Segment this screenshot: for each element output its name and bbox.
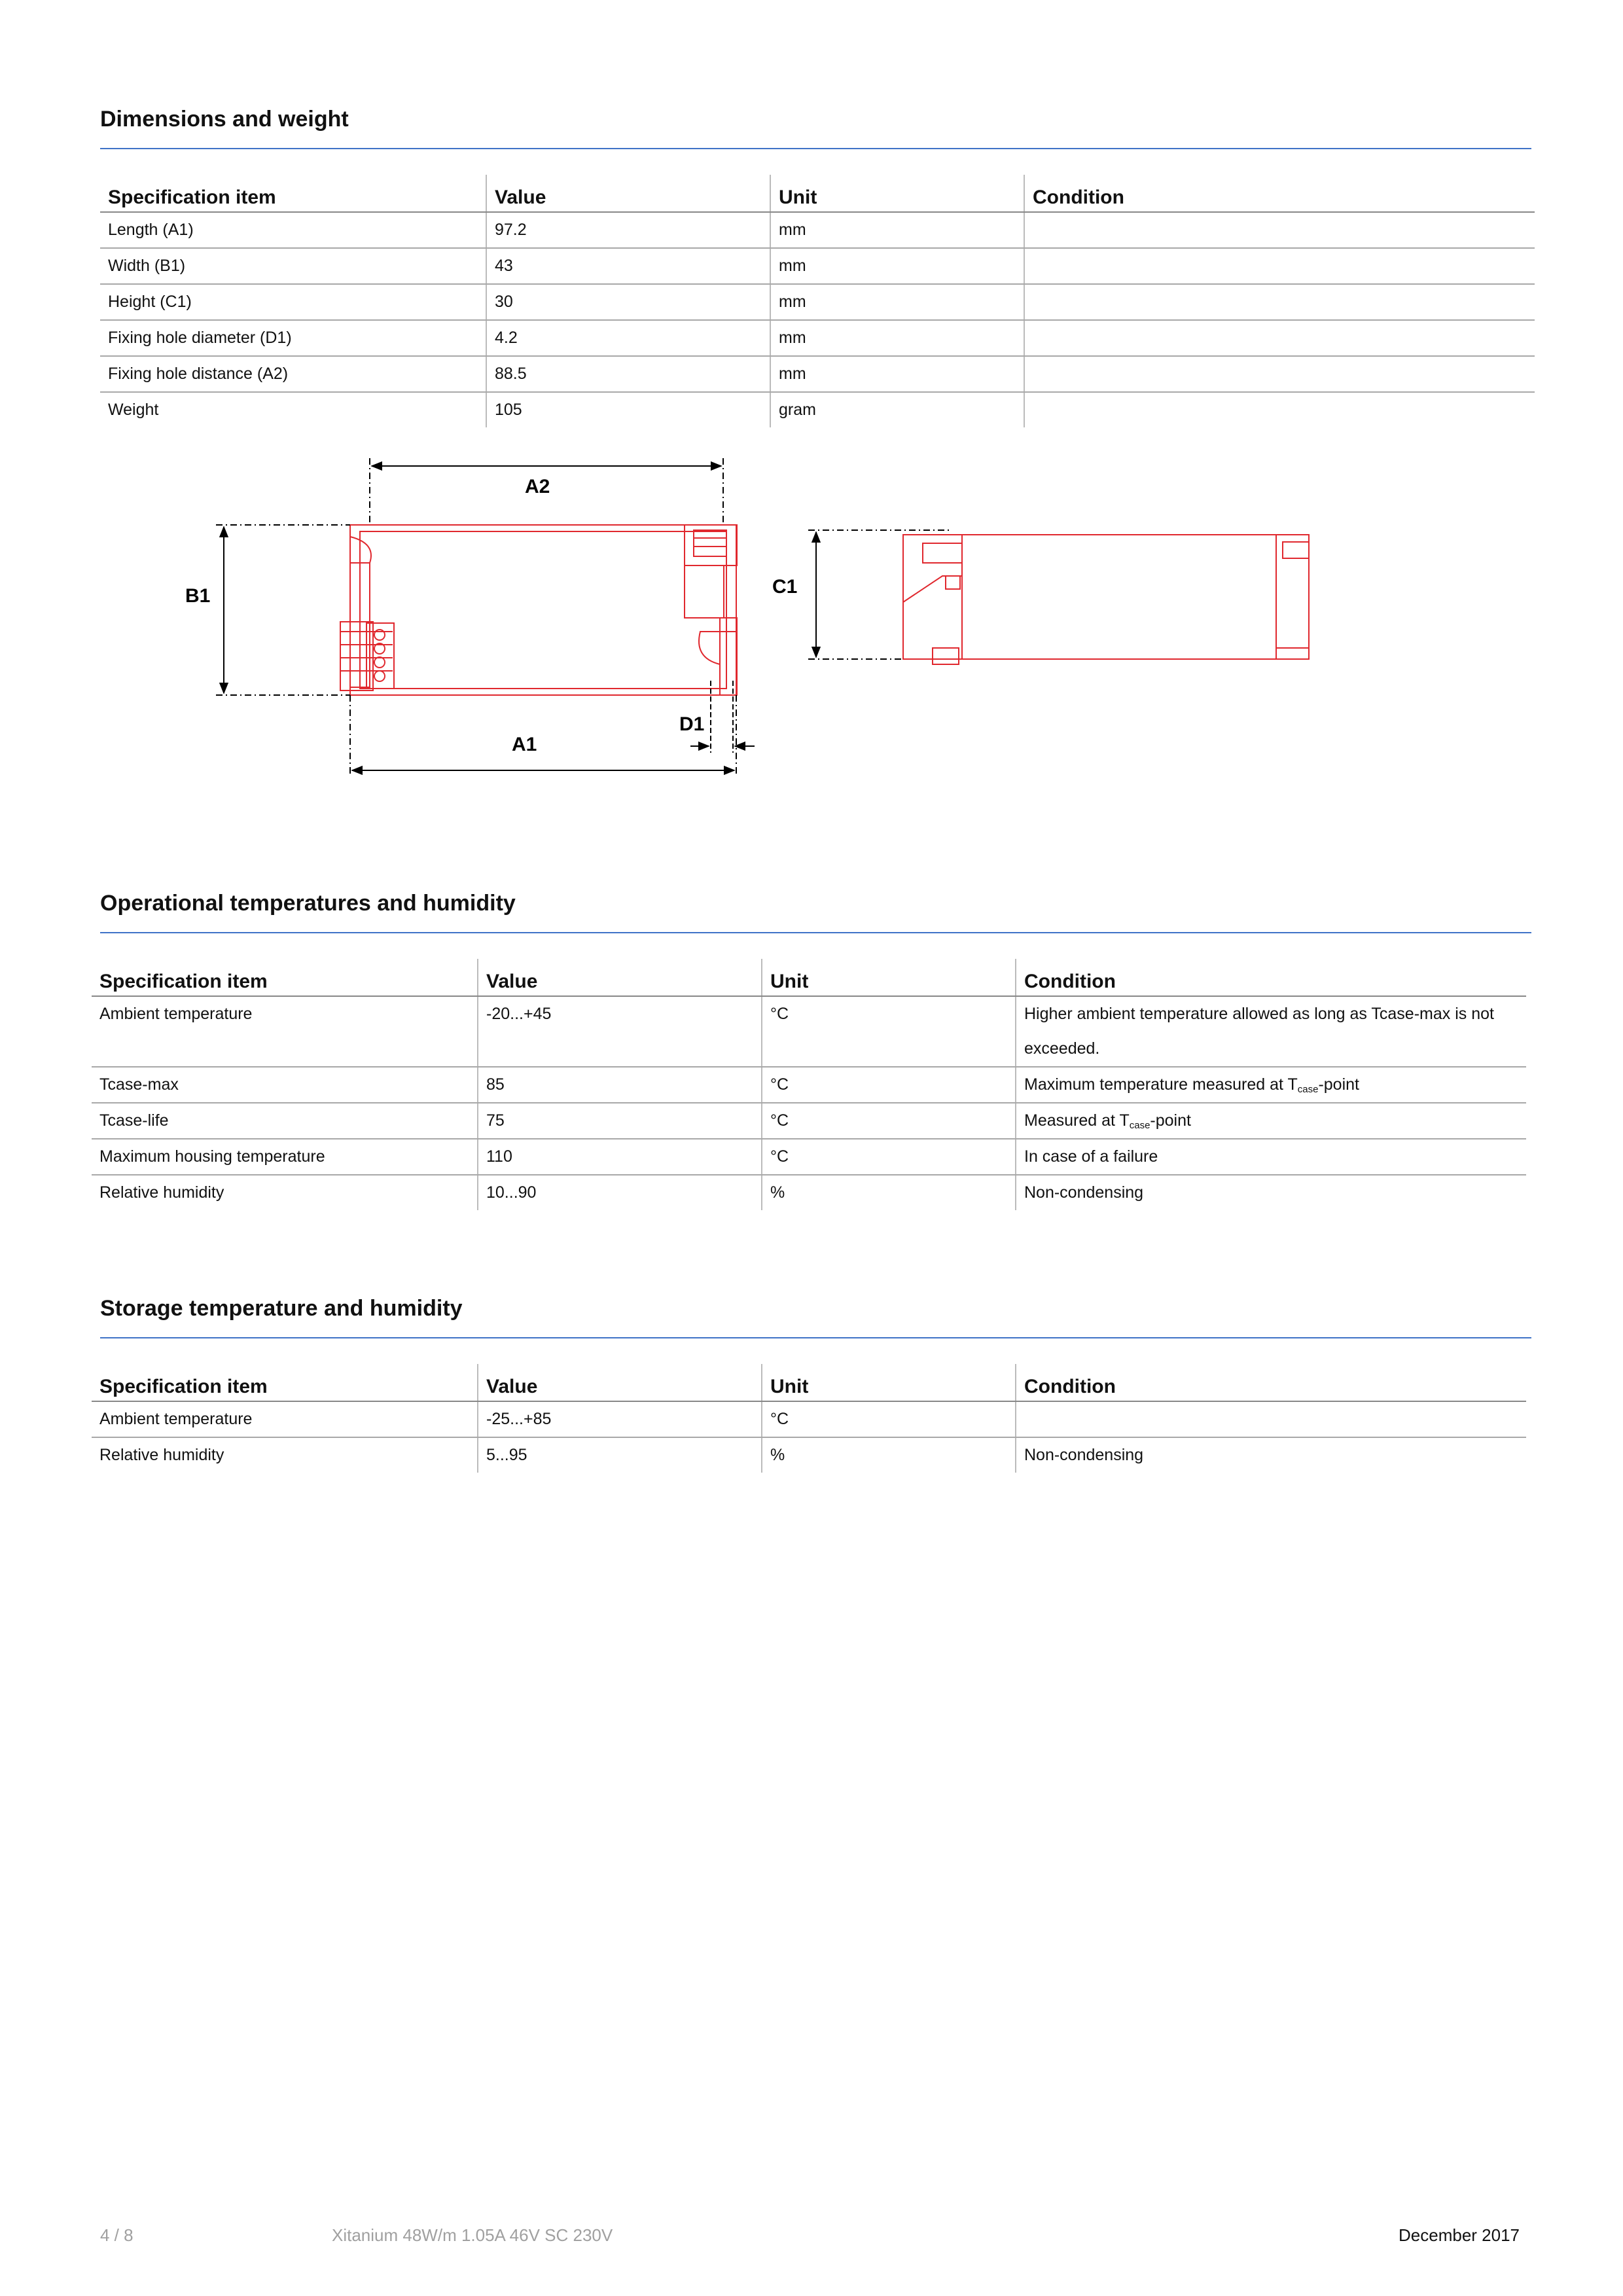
table-cell: %: [762, 1175, 1016, 1210]
table-cell: 97.2: [486, 212, 770, 248]
column-header: Condition: [1016, 959, 1526, 996]
table-cell: Tcase-life: [92, 1103, 478, 1139]
table-cell: [1024, 320, 1535, 356]
table-row: [100, 392, 1535, 427]
table-cell: Fixing hole diameter (D1): [100, 320, 486, 356]
table-cell: Height (C1): [100, 284, 486, 320]
table-row: [92, 1139, 1526, 1175]
table-cell: mm: [770, 248, 1024, 284]
table-cell: gram: [770, 392, 1024, 427]
column-header: Value: [478, 959, 762, 996]
table-cell: -25...+85: [478, 1401, 762, 1437]
dimension-label-d1: D1: [679, 713, 705, 735]
table-cell: Ambient temperature: [92, 1401, 478, 1437]
table-cell: [1024, 392, 1535, 427]
dimensions-table: [100, 175, 1535, 427]
table-cell: Tcase-max: [92, 1067, 478, 1103]
table-cell: mm: [770, 320, 1024, 356]
table-row: [100, 212, 1535, 248]
column-header: Specification item: [100, 175, 486, 212]
table-cell: 5...95: [478, 1437, 762, 1473]
storage-table: [92, 1364, 1526, 1473]
side-view-outline: [903, 535, 1309, 664]
table-cell: -20...+45: [478, 996, 762, 1067]
table-cell: °C: [762, 1103, 1016, 1139]
dimension-label-a2: A2: [525, 476, 550, 497]
table-cell: [1024, 248, 1535, 284]
table-cell: 43: [486, 248, 770, 284]
section-title-operational: Operational temperatures and humidity: [100, 891, 1531, 933]
section-title-storage: Storage temperature and humidity: [100, 1296, 1531, 1338]
table-cell: Ambient temperature: [92, 996, 478, 1067]
table-cell: °C: [762, 1401, 1016, 1437]
dimension-drawing: [170, 445, 1322, 812]
table-cell: 85: [478, 1067, 762, 1103]
dimension-label-c1: C1: [772, 576, 798, 598]
table-cell: 10...90: [478, 1175, 762, 1210]
table-row: [92, 1175, 1526, 1210]
table-cell: mm: [770, 356, 1024, 392]
table-row: [92, 996, 1526, 1067]
table-cell: Weight: [108, 401, 159, 419]
table-cell: Measured at $T_{case}$-point: [1016, 1103, 1526, 1139]
table-header-row: [92, 1364, 1526, 1401]
column-header: Unit: [762, 1364, 1016, 1401]
table-cell: 110: [478, 1139, 762, 1175]
table-cell: mm: [770, 284, 1024, 320]
table-cell: Maximum housing temperature: [92, 1139, 478, 1175]
operational-table: [92, 959, 1526, 1210]
table-cell: Relative humidity: [99, 1183, 224, 1202]
table-cell: °C: [762, 1139, 1016, 1175]
table-cell: Fixing hole distance (A2): [100, 356, 486, 392]
table-cell: [1024, 212, 1535, 248]
table-row: [100, 248, 1535, 284]
table-cell: Length (A1): [100, 212, 486, 248]
section-title-dimensions: Dimensions and weight: [100, 107, 1531, 149]
dimension-label-b1: B1: [185, 585, 211, 607]
table-cell: 105: [486, 392, 770, 427]
table-cell: Non-condensing: [1016, 1175, 1526, 1210]
table-cell: 75: [478, 1103, 762, 1139]
dimension-label-a1: A1: [512, 734, 537, 755]
table-row: [92, 1103, 1526, 1139]
table-cell: °C: [762, 996, 1016, 1067]
column-header: Specification item: [92, 1364, 478, 1401]
column-header: Unit: [770, 175, 1024, 212]
table-cell: In case of a failure: [1016, 1139, 1526, 1175]
footer-product-name: Xitanium 48W/m 1.05A 46V SC 230V: [332, 2225, 613, 2245]
table-cell: [1016, 1401, 1526, 1437]
top-view-outline: [340, 525, 737, 695]
table-cell: 30: [486, 284, 770, 320]
footer-page-number: 4 / 8: [100, 2225, 134, 2245]
table-row: [100, 356, 1535, 392]
dimension-lines: [216, 458, 949, 776]
column-header: Unit: [762, 959, 1016, 996]
column-header: Value: [478, 1364, 762, 1401]
table-cell: mm: [770, 212, 1024, 248]
table-cell: Maximum temperature measured at $T_{case}$-point: [1016, 1067, 1526, 1103]
column-header: Condition: [1016, 1364, 1526, 1401]
table-cell: Width (B1): [100, 248, 486, 284]
table-cell: %: [762, 1437, 1016, 1473]
column-header: Condition: [1024, 175, 1535, 212]
column-header: Value: [486, 175, 770, 212]
table-row: [100, 320, 1535, 356]
table-cell: 88.5: [486, 356, 770, 392]
table-cell: Higher ambient temperature allowed as long as Tcase-max is not exceeded.: [1016, 996, 1526, 1067]
table-row: [100, 284, 1535, 320]
table-cell: [1024, 356, 1535, 392]
table-row: [92, 1401, 1526, 1437]
table-row: [92, 1067, 1526, 1103]
table-cell: [1024, 284, 1535, 320]
table-cell: Non-condensing: [1016, 1437, 1526, 1473]
table-cell: °C: [762, 1067, 1016, 1103]
table-cell: 4.2: [486, 320, 770, 356]
table-cell: Relative humidity: [99, 1446, 224, 1464]
footer-date: December 2017: [1399, 2225, 1520, 2245]
column-header: Specification item: [92, 959, 478, 996]
table-row: [92, 1437, 1526, 1473]
table-header-row: [100, 175, 1535, 212]
table-header-row: [92, 959, 1526, 996]
